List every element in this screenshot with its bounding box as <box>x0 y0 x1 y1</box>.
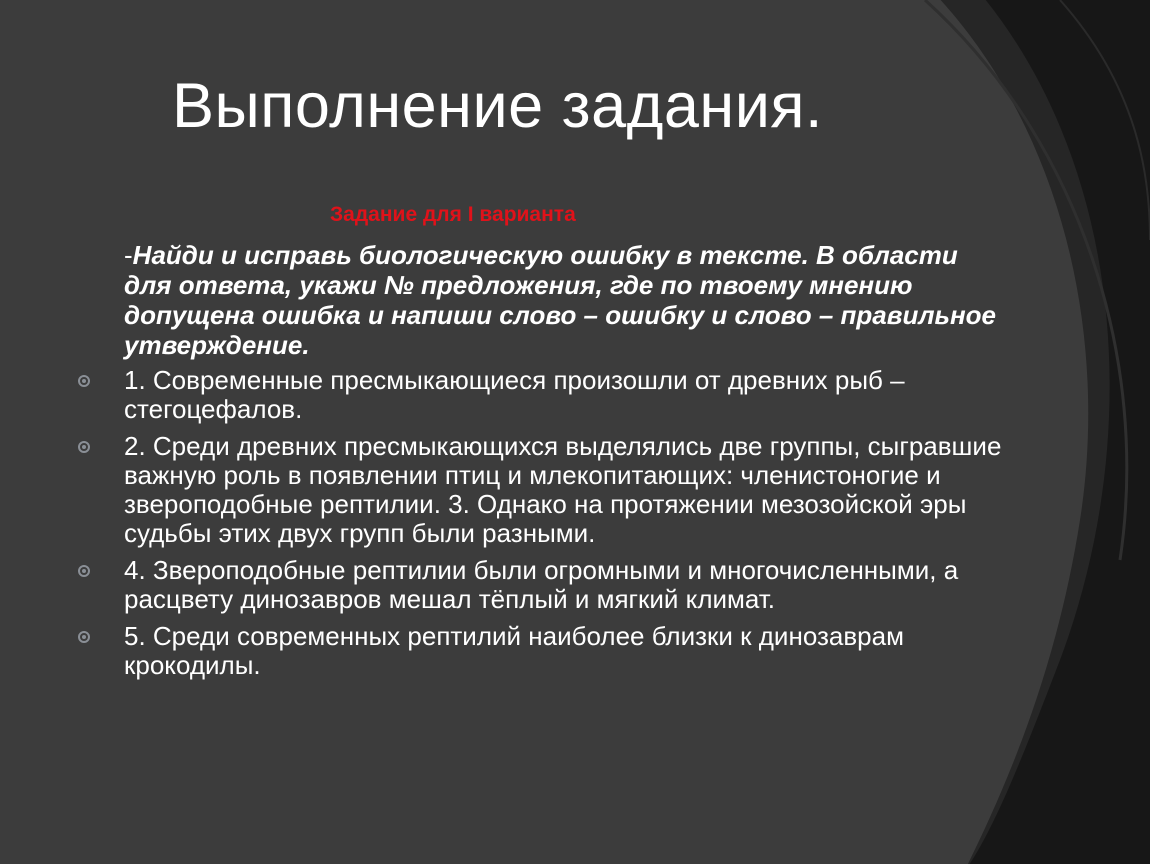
instruction-text: Найди и исправь биологическую ошибку в тексте. В области для ответа, укажи № предложения, где по твоему мнению допущена ошибка и напиши слово – ошибку и слово – правильное утверждение. <box>124 240 996 360</box>
list-item-text: 5. Среди современных рептилий наиболее близки к динозаврам крокодилы. <box>124 621 904 680</box>
page-title: Выполнение задания. <box>172 71 824 141</box>
bullet-icon <box>78 565 90 577</box>
list-item <box>75 622 1005 680</box>
list-item-text: 2. Среди древних пресмыкающихся выделялись две группы, сыгравшие важную роль в появлении птиц и млекопитающих: членистоногие и звероподобные рептилии. 3. Однако на протяжении мезозойской эры судьбы этих двух групп были разными. <box>124 431 1002 548</box>
bullet-icon <box>78 441 90 453</box>
list-item-text: 1. Современные пресмыкающиеся произошли от древних рыб – стегоцефалов. <box>124 365 905 424</box>
list-item <box>75 556 1005 614</box>
list-item <box>75 366 1005 424</box>
instruction-dash: - <box>124 240 133 270</box>
bullet-icon <box>78 631 90 643</box>
bullet-icon <box>78 375 90 387</box>
list-item <box>75 432 1005 548</box>
variant-subtitle: Задание для I варианта <box>330 203 576 226</box>
sentence-list <box>75 366 1005 688</box>
task-instruction <box>124 240 1004 360</box>
list-item-text: 4. Звероподобные рептилии были огромными и многочисленными, а расцвету динозавров мешал тёплый и мягкий климат. <box>124 555 959 614</box>
